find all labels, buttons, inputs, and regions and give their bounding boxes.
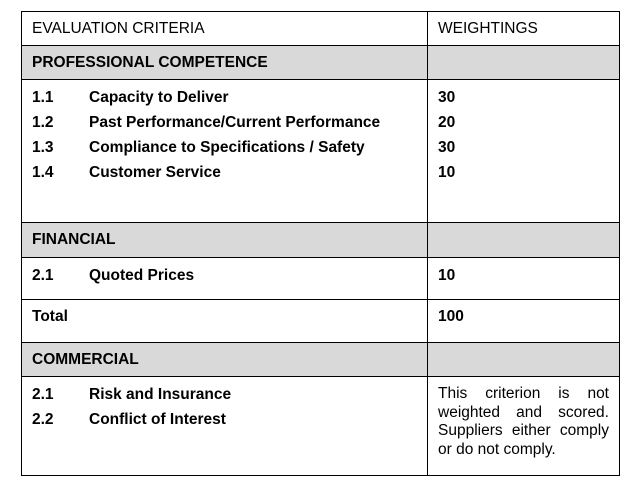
financial-items-row <box>22 257 620 300</box>
criterion-number: 2.1 <box>32 386 54 404</box>
criterion-item <box>32 88 417 113</box>
section-title: PROFESSIONAL COMPETENCE <box>22 45 428 80</box>
weight-value: 20 <box>438 114 456 132</box>
section-weight-empty <box>428 342 620 377</box>
section-weight-empty <box>428 45 620 80</box>
evaluation-criteria-table <box>21 11 620 476</box>
weight-value: 10 <box>438 164 456 182</box>
commercial-items-row <box>22 377 620 476</box>
criterion-label: Quoted Prices <box>89 266 195 284</box>
weight-value: 10 <box>438 266 456 284</box>
compliance-note: This criterion is not weighted and scored. Suppliers either comply or do not comply. <box>438 385 609 458</box>
total-weight: 100 <box>428 300 620 343</box>
criterion-item <box>32 385 417 410</box>
section-row-commercial <box>22 342 620 377</box>
professional-items-row <box>22 80 620 223</box>
table-header-row <box>22 12 620 46</box>
section-weight-empty <box>428 223 620 258</box>
weight-cell <box>428 257 620 300</box>
criteria-column-header: EVALUATION CRITERIA <box>22 12 428 46</box>
criterion-label: Customer Service <box>89 164 221 182</box>
weight-value: 30 <box>438 139 456 157</box>
section-row-professional <box>22 45 620 80</box>
criterion-label: Capacity to Deliver <box>89 89 229 107</box>
criterion-label: Risk and Insurance <box>89 386 232 404</box>
criterion-label: Conflict of Interest <box>89 411 226 429</box>
criterion-label: Past Performance/Current Performance <box>89 114 381 132</box>
criterion-item <box>32 113 417 138</box>
criteria-cell <box>22 257 428 300</box>
criterion-number: 2.2 <box>32 411 54 429</box>
criteria-cell <box>22 80 428 223</box>
criterion-item <box>32 163 417 188</box>
criterion-item <box>32 266 417 291</box>
criterion-number: 1.3 <box>32 139 54 157</box>
weightings-column-header: WEIGHTINGS <box>428 12 620 46</box>
criterion-number: 1.4 <box>32 164 54 182</box>
criterion-number: 1.2 <box>32 114 54 132</box>
criterion-number: 2.1 <box>32 266 54 284</box>
criterion-item <box>32 138 417 163</box>
criteria-cell <box>22 377 428 476</box>
section-title: COMMERCIAL <box>22 342 428 377</box>
weight-cell <box>428 377 620 476</box>
section-title: FINANCIAL <box>22 223 428 258</box>
section-row-financial <box>22 223 620 258</box>
criterion-number: 1.1 <box>32 89 54 107</box>
weight-value: 30 <box>438 89 456 107</box>
total-row <box>22 300 620 343</box>
criterion-item <box>32 410 417 435</box>
criterion-label: Compliance to Specifications / Safety <box>89 139 365 157</box>
weight-cell <box>428 80 620 223</box>
total-label: Total <box>22 300 428 343</box>
